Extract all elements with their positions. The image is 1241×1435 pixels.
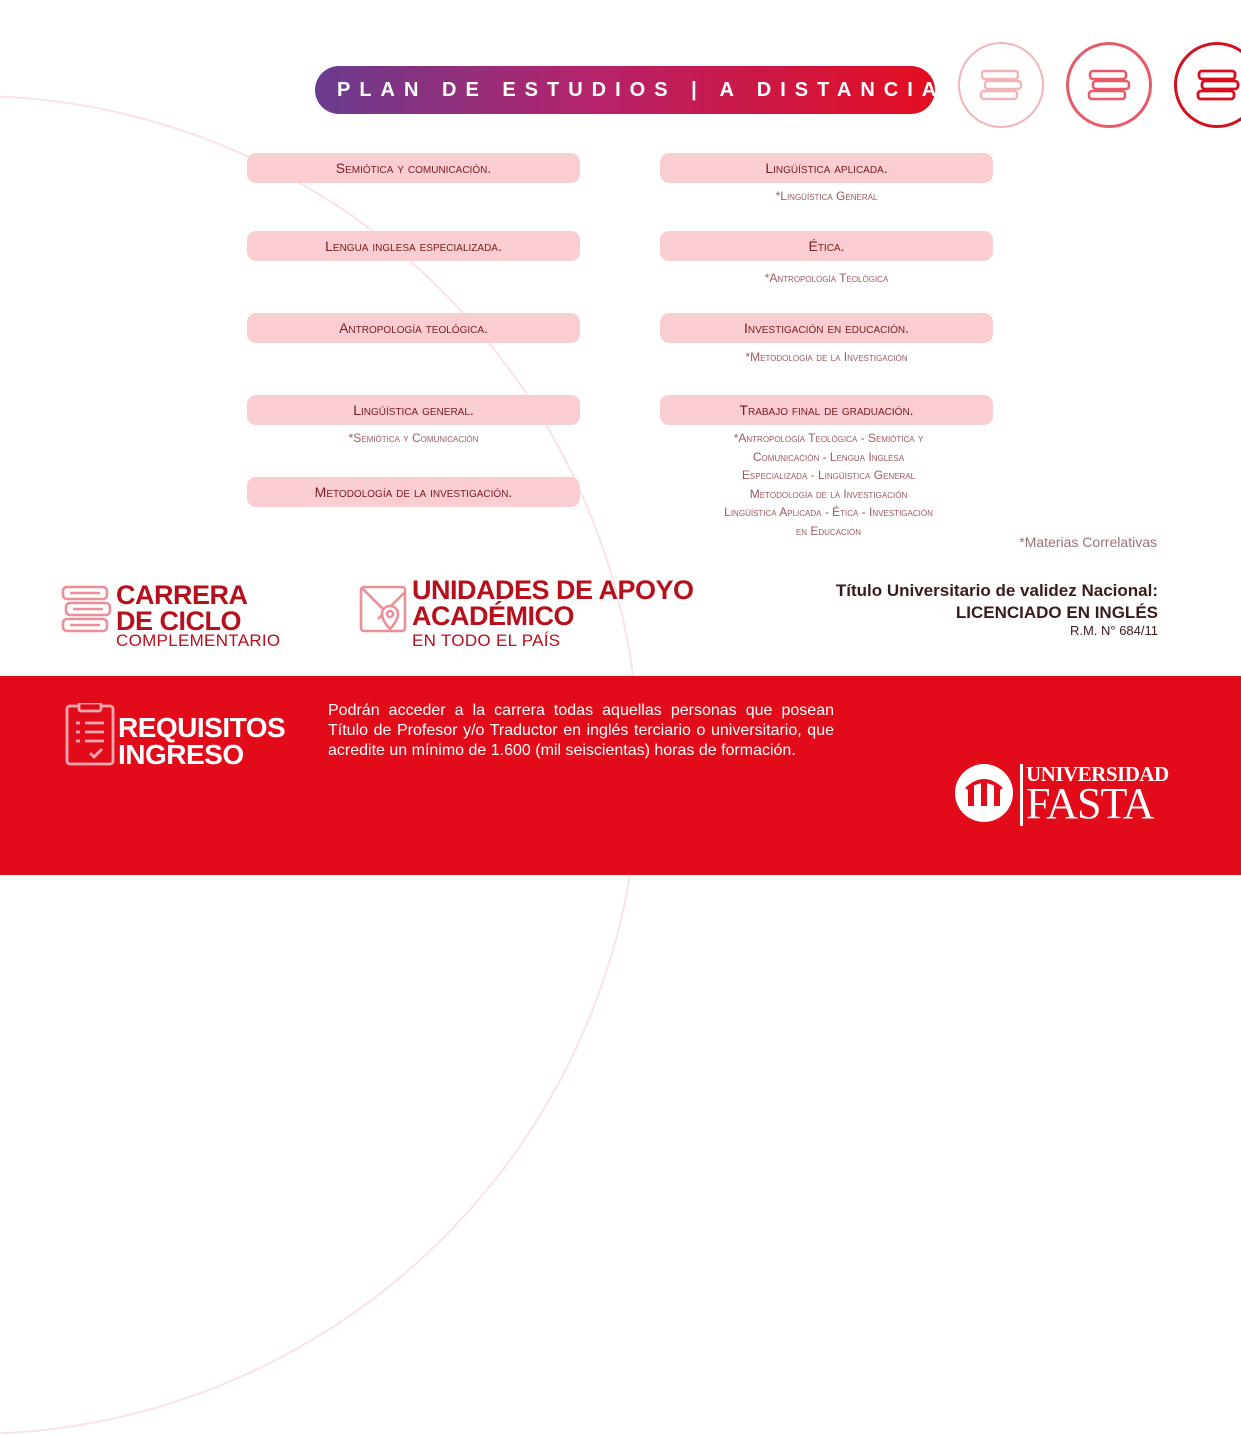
- prereq-text: *Metodología de la Investigación: [745, 350, 908, 364]
- logo-fasta: FASTA: [1026, 779, 1154, 828]
- subject-pill: Antropología teológica.: [247, 313, 580, 343]
- unidades-subtitle: EN TODO EL PAÍS: [412, 631, 561, 650]
- logo-divider: [1020, 764, 1023, 826]
- carrera-subtitle: COMPLEMENTARIO: [116, 631, 281, 650]
- prereq-line: en Educación: [795, 523, 862, 538]
- prereq-line: Comunicación - Lengua Inglesa: [752, 449, 905, 464]
- unidades-line2: ACADÉMICO: [412, 601, 574, 631]
- map-pin-icon: [358, 584, 410, 636]
- books-stack-icon: [60, 584, 112, 636]
- subject-pill: Lingüística aplicada.: [660, 153, 993, 183]
- plan-header: [315, 66, 946, 114]
- subject-pill: Ética.: [660, 231, 993, 261]
- titulo-label: Título Universitario de validez Nacional:: [835, 581, 1158, 600]
- level-circle-2: [1066, 42, 1152, 128]
- books-icon: [1195, 67, 1241, 103]
- books-icon: [978, 67, 1024, 103]
- subject-pill: Lengua inglesa especializada.: [247, 231, 580, 261]
- level-circle-3: [1174, 42, 1241, 128]
- checklist-icon: [64, 703, 116, 767]
- prereq-line: *Antropología Teológica - Semiótica y: [733, 431, 924, 445]
- logo-universidad: UNIVERSIDAD: [1026, 762, 1169, 786]
- books-icon: [1086, 67, 1132, 103]
- prereq-list: [662, 429, 995, 540]
- requisitos-line2: INGRESO: [118, 739, 244, 770]
- unidades-line1: UNIDADES DE APOYO: [412, 575, 694, 605]
- plan-title: PLAN DE ESTUDIOS | A DISTANCIA: [337, 78, 946, 101]
- footer: [0, 676, 1241, 875]
- subject-pill: Trabajo final de graduación.: [660, 395, 993, 425]
- level-circle-1: [958, 42, 1044, 128]
- subject-pill: Metodología de la investigación.: [247, 477, 580, 507]
- prereq-line: Metodología de la Investigación: [749, 486, 908, 501]
- subject-pill: Investigación en educación.: [660, 313, 993, 343]
- unidades-title: [412, 577, 694, 629]
- prereq-line: Lingüística Aplicada - Ética - Investigación: [724, 505, 933, 519]
- subject-pill: Lingüística general.: [247, 395, 580, 425]
- requisitos-title: [118, 714, 285, 768]
- prereq-text: *Lingüística General: [775, 189, 878, 203]
- carrera-line2: DE CICLO: [116, 606, 242, 636]
- carrera-line1: CARRERA: [116, 580, 248, 610]
- correlativas-note: *Materias Correlativas: [1019, 534, 1157, 550]
- requisitos-line1: REQUISITOS: [118, 712, 286, 743]
- prereq-line: Especializada - Lingüística General: [741, 468, 916, 482]
- universidad-fasta-logo-icon: [953, 762, 1015, 824]
- requisitos-text: Podrán acceder a la carrera todas aquellas personas que posean Título de Profesor y/o Traductor en inglés terciario o universitario, que acredite un mínimo de 1.600 (mil seiscientas) horas de formación.: [328, 702, 834, 759]
- prereq-text: *Antropología Teológica: [764, 271, 889, 285]
- subject-pill: Semiótica y comunicación.: [247, 153, 580, 183]
- titulo-rm: R.M. N° 684/11: [1069, 623, 1158, 638]
- titulo-degree: LICENCIADO EN INGLÉS: [955, 603, 1158, 622]
- prereq-text: *Semiótica y Comunicación: [348, 431, 479, 445]
- carrera-title: [116, 582, 248, 634]
